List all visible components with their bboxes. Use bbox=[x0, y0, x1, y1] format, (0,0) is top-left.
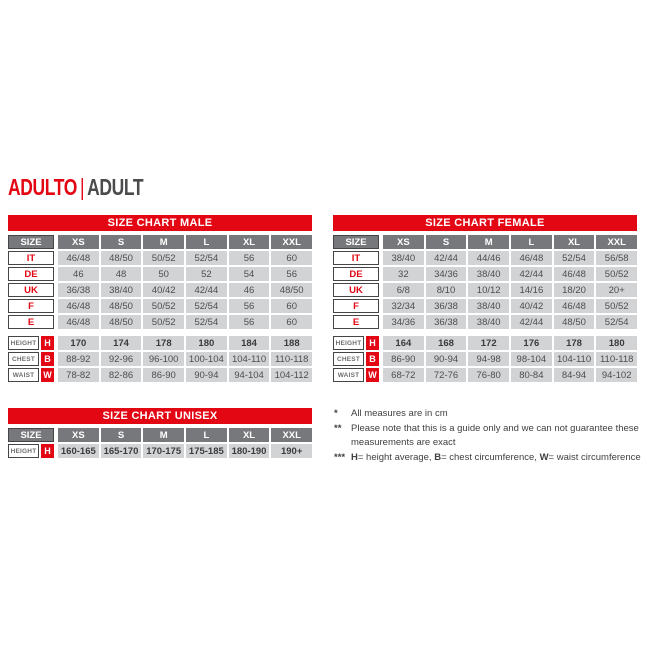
row-label: F bbox=[8, 299, 54, 313]
size-column-header: SIZE bbox=[8, 235, 54, 249]
data-cell: 88-92 bbox=[58, 352, 99, 366]
footnote bbox=[334, 422, 644, 451]
data-cell: 170 bbox=[58, 336, 99, 350]
measure-letter-badge: B bbox=[366, 352, 379, 366]
data-cell: 52/54 bbox=[186, 251, 227, 265]
column-header: M bbox=[143, 428, 184, 442]
table-row bbox=[333, 299, 637, 313]
header-cells bbox=[383, 235, 637, 249]
footnote bbox=[334, 407, 644, 422]
data-cell: 84-94 bbox=[554, 368, 595, 382]
table-row bbox=[8, 368, 312, 382]
data-cell: 164 bbox=[383, 336, 424, 350]
column-header: XXL bbox=[596, 235, 637, 249]
size-chart-unisex-table bbox=[8, 408, 312, 458]
measure-letter-badge: H bbox=[366, 336, 379, 350]
data-cell: 48 bbox=[101, 267, 142, 281]
data-cell: 42/44 bbox=[426, 251, 467, 265]
table-body bbox=[8, 235, 312, 382]
data-cell: 50/52 bbox=[143, 315, 184, 329]
data-cell: 165-170 bbox=[101, 444, 142, 458]
row-cells bbox=[58, 299, 312, 313]
data-cell: 50/52 bbox=[143, 251, 184, 265]
data-cell: 52/54 bbox=[596, 315, 637, 329]
data-cell: 52/54 bbox=[186, 315, 227, 329]
measure-label: CHEST bbox=[8, 352, 39, 366]
data-cell: 180-190 bbox=[229, 444, 270, 458]
data-cell: 86-90 bbox=[143, 368, 184, 382]
data-cell: 46/48 bbox=[58, 251, 99, 265]
column-header: XS bbox=[58, 235, 99, 249]
page-title-primary: ADULTO bbox=[8, 174, 77, 200]
column-header: M bbox=[468, 235, 509, 249]
table-row bbox=[333, 251, 637, 265]
data-cell: 56 bbox=[229, 299, 270, 313]
data-cell: 90-94 bbox=[186, 368, 227, 382]
data-cell: 38/40 bbox=[383, 251, 424, 265]
data-cell: 86-90 bbox=[383, 352, 424, 366]
data-cell: 42/44 bbox=[511, 315, 552, 329]
data-cell: 174 bbox=[101, 336, 142, 350]
row-cells bbox=[383, 315, 637, 329]
table-row bbox=[333, 315, 637, 329]
table-row bbox=[333, 352, 637, 366]
measure-label: WAIST bbox=[8, 368, 39, 382]
footnote-marker: ** bbox=[334, 422, 342, 434]
data-cell: 172 bbox=[468, 336, 509, 350]
table-header-row bbox=[8, 428, 312, 442]
data-cell: 34/36 bbox=[426, 267, 467, 281]
row-cells bbox=[58, 368, 312, 382]
row-cells bbox=[58, 336, 312, 350]
data-cell: 50 bbox=[143, 267, 184, 281]
table-row bbox=[333, 267, 637, 281]
table-row bbox=[8, 283, 312, 297]
table-row bbox=[8, 444, 312, 458]
measure-letter-badge: W bbox=[41, 368, 54, 382]
measure-label-group bbox=[8, 352, 54, 366]
measure-letter-badge: B bbox=[41, 352, 54, 366]
header-cells bbox=[58, 428, 312, 442]
row-label: E bbox=[333, 315, 379, 329]
page-title-secondary: ADULT bbox=[87, 174, 144, 200]
data-cell: 100-104 bbox=[186, 352, 227, 366]
data-cell: 48/50 bbox=[101, 299, 142, 313]
row-label: IT bbox=[333, 251, 379, 265]
data-cell: 46 bbox=[58, 267, 99, 281]
table-row bbox=[8, 251, 312, 265]
data-cell: 46/48 bbox=[554, 299, 595, 313]
measure-label: HEIGHT bbox=[8, 336, 39, 350]
data-cell: 32 bbox=[383, 267, 424, 281]
measure-letter-badge: H bbox=[41, 444, 54, 458]
footnote-text bbox=[351, 407, 644, 422]
column-header: S bbox=[101, 235, 142, 249]
data-cell: 42/44 bbox=[186, 283, 227, 297]
data-cell: 76-80 bbox=[468, 368, 509, 382]
row-cells bbox=[383, 352, 637, 366]
measure-label-group bbox=[8, 368, 54, 382]
data-cell: 46/48 bbox=[58, 315, 99, 329]
data-cell: 110-118 bbox=[271, 352, 312, 366]
row-cells bbox=[58, 251, 312, 265]
table-row bbox=[333, 283, 637, 297]
row-label: E bbox=[8, 315, 54, 329]
data-cell: 38/40 bbox=[468, 315, 509, 329]
data-cell: 90-94 bbox=[426, 352, 467, 366]
column-header: XS bbox=[383, 235, 424, 249]
row-label: DE bbox=[8, 267, 54, 281]
data-cell: 52/54 bbox=[554, 251, 595, 265]
data-cell: 178 bbox=[143, 336, 184, 350]
data-cell: 10/12 bbox=[468, 283, 509, 297]
footnote-marker: *** bbox=[334, 451, 346, 463]
column-header: XXL bbox=[271, 235, 312, 249]
row-cells bbox=[58, 315, 312, 329]
table-title-male: SIZE CHART MALE bbox=[8, 215, 312, 231]
data-cell: 52 bbox=[186, 267, 227, 281]
table-row bbox=[8, 336, 312, 350]
data-cell: 190+ bbox=[271, 444, 312, 458]
size-chart-male-table bbox=[8, 215, 312, 382]
data-cell: 94-102 bbox=[596, 368, 637, 382]
measure-label-group bbox=[333, 352, 379, 366]
measure-label: CHEST bbox=[333, 352, 364, 366]
footnote-text bbox=[351, 451, 644, 466]
row-cells bbox=[383, 283, 637, 297]
table-row bbox=[8, 267, 312, 281]
column-header: XL bbox=[229, 428, 270, 442]
row-label: IT bbox=[8, 251, 54, 265]
measure-label: HEIGHT bbox=[8, 444, 39, 458]
data-cell: 94-98 bbox=[468, 352, 509, 366]
data-cell: 48/50 bbox=[101, 251, 142, 265]
measure-letter-badge: H bbox=[41, 336, 54, 350]
table-body bbox=[333, 235, 637, 382]
header-cells bbox=[58, 235, 312, 249]
measure-label-group bbox=[8, 336, 54, 350]
data-cell: 56 bbox=[271, 267, 312, 281]
row-cells bbox=[383, 299, 637, 313]
data-cell: 188 bbox=[271, 336, 312, 350]
table-row bbox=[8, 352, 312, 366]
data-cell: 36/38 bbox=[58, 283, 99, 297]
data-cell: 56/58 bbox=[596, 251, 637, 265]
row-cells bbox=[383, 336, 637, 350]
data-cell: 48/50 bbox=[101, 315, 142, 329]
data-cell: 180 bbox=[186, 336, 227, 350]
row-cells bbox=[383, 267, 637, 281]
table-header-row bbox=[333, 235, 637, 249]
data-cell: 20+ bbox=[596, 283, 637, 297]
row-cells bbox=[58, 352, 312, 366]
data-cell: 94-104 bbox=[229, 368, 270, 382]
data-cell: 50/52 bbox=[596, 299, 637, 313]
measure-label-group bbox=[333, 336, 379, 350]
data-cell: 175-185 bbox=[186, 444, 227, 458]
data-cell: 8/10 bbox=[426, 283, 467, 297]
data-cell: 72-76 bbox=[426, 368, 467, 382]
data-cell: 40/42 bbox=[143, 283, 184, 297]
data-cell: 48/50 bbox=[271, 283, 312, 297]
size-chart-female-table bbox=[333, 215, 637, 382]
data-cell: 34/36 bbox=[383, 315, 424, 329]
footnote-text-part: = waist circumference bbox=[548, 451, 641, 463]
table-row bbox=[333, 368, 637, 382]
measure-label: HEIGHT bbox=[333, 336, 364, 350]
measure-label-group bbox=[333, 368, 379, 382]
data-cell: 46/48 bbox=[554, 267, 595, 281]
data-cell: 54 bbox=[229, 267, 270, 281]
data-cell: 170-175 bbox=[143, 444, 184, 458]
data-cell: 98-104 bbox=[511, 352, 552, 366]
data-cell: 36/38 bbox=[426, 315, 467, 329]
row-cells bbox=[58, 267, 312, 281]
page-title bbox=[8, 174, 143, 201]
table-row bbox=[8, 299, 312, 313]
data-cell: 42/44 bbox=[511, 267, 552, 281]
data-cell: 56 bbox=[229, 251, 270, 265]
data-cell: 48/50 bbox=[554, 315, 595, 329]
footnote-text-part: = height average, bbox=[357, 451, 435, 463]
data-cell: 104-112 bbox=[271, 368, 312, 382]
row-cells bbox=[383, 251, 637, 265]
row-label: DE bbox=[333, 267, 379, 281]
column-header: XXL bbox=[271, 428, 312, 442]
data-cell: 6/8 bbox=[383, 283, 424, 297]
data-cell: 40/42 bbox=[511, 299, 552, 313]
data-cell: 60 bbox=[271, 251, 312, 265]
table-row bbox=[8, 315, 312, 329]
data-cell: 104-110 bbox=[554, 352, 595, 366]
row-label: UK bbox=[8, 283, 54, 297]
data-cell: 184 bbox=[229, 336, 270, 350]
row-label: F bbox=[333, 299, 379, 313]
data-cell: 104-110 bbox=[229, 352, 270, 366]
data-cell: 160-165 bbox=[58, 444, 99, 458]
data-cell: 50/52 bbox=[596, 267, 637, 281]
footnote-marker: * bbox=[334, 408, 338, 419]
measure-label-group bbox=[8, 444, 54, 458]
table-title-female: SIZE CHART FEMALE bbox=[333, 215, 637, 231]
data-cell: 46 bbox=[229, 283, 270, 297]
data-cell: 92-96 bbox=[101, 352, 142, 366]
footnote-text bbox=[351, 422, 644, 451]
row-cells bbox=[58, 283, 312, 297]
data-cell: 168 bbox=[426, 336, 467, 350]
data-cell: 82-86 bbox=[101, 368, 142, 382]
data-cell: 178 bbox=[554, 336, 595, 350]
row-cells bbox=[58, 444, 312, 458]
column-header: S bbox=[426, 235, 467, 249]
data-cell: 36/38 bbox=[426, 299, 467, 313]
size-column-header: SIZE bbox=[333, 235, 379, 249]
column-header: S bbox=[101, 428, 142, 442]
row-cells bbox=[383, 368, 637, 382]
column-header: XL bbox=[229, 235, 270, 249]
footnote bbox=[334, 451, 644, 466]
data-cell: 96-100 bbox=[143, 352, 184, 366]
footnote-text-part: W bbox=[539, 451, 549, 463]
row-label: UK bbox=[333, 283, 379, 297]
column-header: L bbox=[186, 428, 227, 442]
data-cell: 78-82 bbox=[58, 368, 99, 382]
data-cell: 176 bbox=[511, 336, 552, 350]
data-cell: 60 bbox=[271, 315, 312, 329]
data-cell: 32/34 bbox=[383, 299, 424, 313]
size-column-header: SIZE bbox=[8, 428, 54, 442]
data-cell: 38/40 bbox=[101, 283, 142, 297]
table-row bbox=[333, 336, 637, 350]
data-cell: 80-84 bbox=[511, 368, 552, 382]
table-body bbox=[8, 428, 312, 458]
footnote-text-part: Please note that this is a guide only and we can not guarantee these measurements are exact bbox=[351, 422, 639, 448]
column-header: XL bbox=[554, 235, 595, 249]
data-cell: 56 bbox=[229, 315, 270, 329]
measure-letter-badge: W bbox=[366, 368, 379, 382]
footnote-text-part: = chest circumference, bbox=[441, 451, 540, 463]
data-cell: 18/20 bbox=[554, 283, 595, 297]
data-cell: 38/40 bbox=[468, 299, 509, 313]
data-cell: 14/16 bbox=[511, 283, 552, 297]
data-cell: 110-118 bbox=[596, 352, 637, 366]
column-header: XS bbox=[58, 428, 99, 442]
data-cell: 46/48 bbox=[58, 299, 99, 313]
footnote-text-part: H bbox=[351, 451, 358, 463]
data-cell: 50/52 bbox=[143, 299, 184, 313]
column-header: L bbox=[511, 235, 552, 249]
footnote-text-part: B bbox=[434, 451, 442, 463]
column-header: L bbox=[186, 235, 227, 249]
column-header: M bbox=[143, 235, 184, 249]
data-cell: 46/48 bbox=[511, 251, 552, 265]
data-cell: 38/40 bbox=[468, 267, 509, 281]
footnotes bbox=[334, 407, 644, 465]
table-title-unisex: SIZE CHART UNISEX bbox=[8, 408, 312, 424]
table-header-row bbox=[8, 235, 312, 249]
data-cell: 44/46 bbox=[468, 251, 509, 265]
data-cell: 180 bbox=[596, 336, 637, 350]
data-cell: 68-72 bbox=[383, 368, 424, 382]
measure-label: WAIST bbox=[333, 368, 364, 382]
page-title-separator: | bbox=[79, 174, 85, 200]
footnote-text-part: All measures are in cm bbox=[351, 408, 448, 419]
data-cell: 60 bbox=[271, 299, 312, 313]
data-cell: 52/54 bbox=[186, 299, 227, 313]
